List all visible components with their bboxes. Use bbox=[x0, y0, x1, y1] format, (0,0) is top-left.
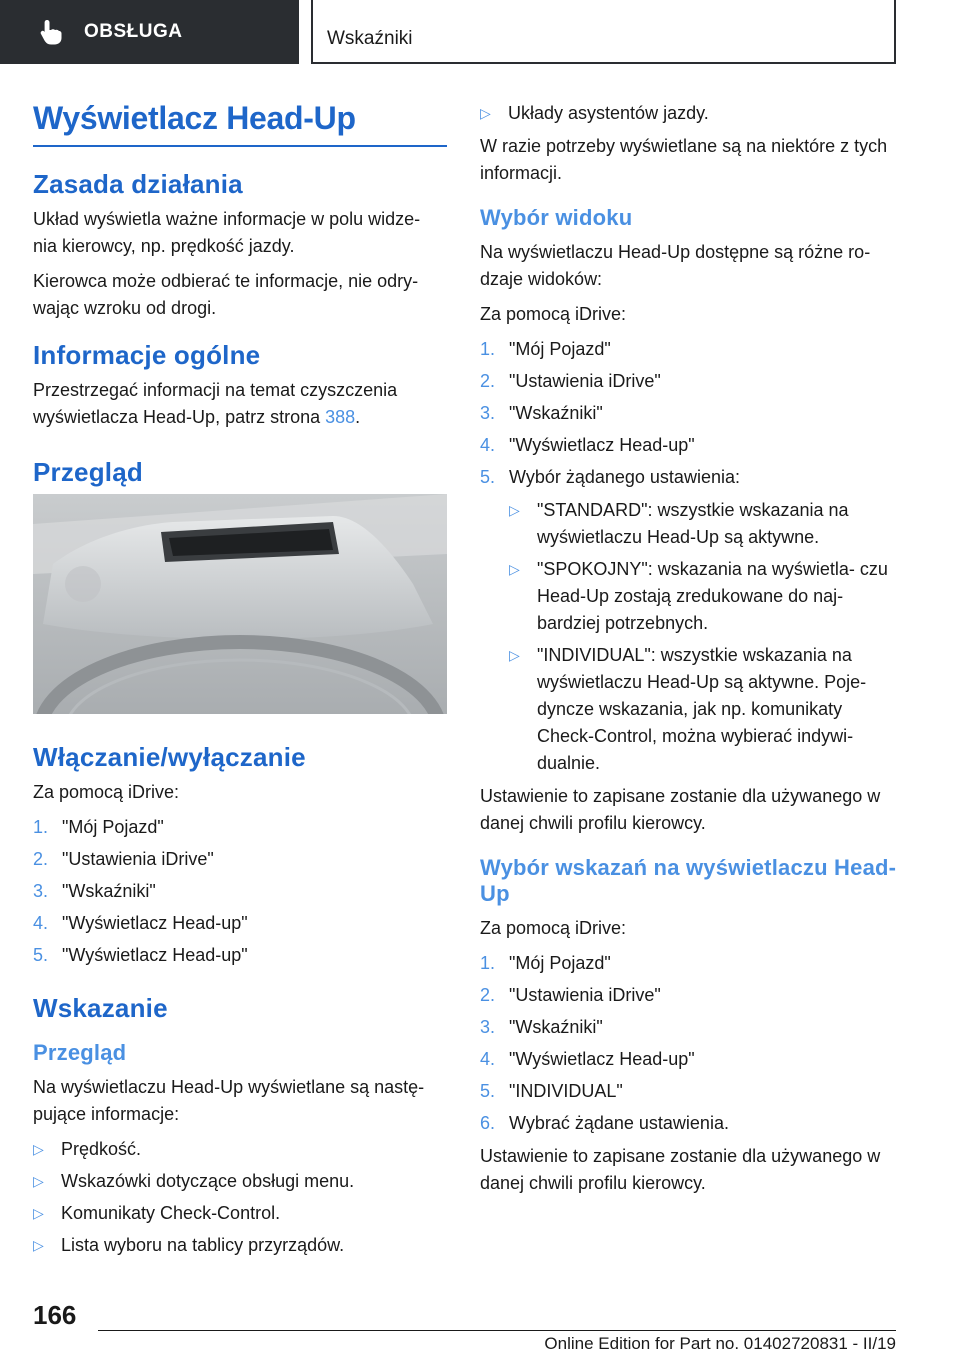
list-item: 3. "Wskaźniki" bbox=[480, 1017, 603, 1037]
triangle-right-icon: ▷ bbox=[33, 1141, 44, 1157]
list-item: ▷ Lista wyboru na tablicy przyrządów. bbox=[33, 1232, 447, 1259]
list-item: 5. Wybór żądanego ustawienia: bbox=[480, 467, 740, 487]
wskazan-intro: Za pomocą iDrive: bbox=[480, 918, 627, 938]
page-title: Wyświetlacz Head-Up bbox=[33, 100, 447, 147]
footer-edition: Online Edition for Part no. 01402720831 - II/19 bbox=[544, 1334, 896, 1353]
informacje-paragraph bbox=[33, 377, 447, 431]
triangle-right-icon: ▷ bbox=[480, 105, 491, 121]
widok-steps bbox=[480, 336, 900, 491]
list-item: 5. "INDIVIDUAL" bbox=[480, 1081, 623, 1101]
list-item: 2. "Ustawienia iDrive" bbox=[480, 371, 661, 391]
list-item: 2. "Ustawienia iDrive" bbox=[33, 849, 214, 869]
asystent-bullet-list bbox=[480, 100, 900, 127]
wskazanie-bullets bbox=[33, 1136, 447, 1259]
list-item: 1. "Mój Pojazd" bbox=[480, 953, 611, 973]
widok-intro: Na wyświetlaczu Head-Up dostępne są różne ro- dzaje widoków: bbox=[480, 242, 871, 289]
list-item: ▷ Komunikaty Check-Control. bbox=[33, 1200, 447, 1227]
heading-wskazanie-przeglad: Przegląd bbox=[33, 1040, 127, 1065]
page-reference-link[interactable]: 388 bbox=[325, 407, 356, 427]
list-item: 3. "Wskaźniki" bbox=[33, 881, 156, 901]
triangle-right-icon: ▷ bbox=[509, 647, 520, 663]
heading-wlaczanie: Włączanie/wyłączanie bbox=[33, 742, 306, 772]
list-item: 6. Wybrać żądane ustawienia. bbox=[480, 1113, 729, 1133]
widok-intro-2: Za pomocą iDrive: bbox=[480, 304, 627, 324]
list-item: 3. "Wskaźniki" bbox=[480, 403, 603, 423]
zasada-paragraph-2: Kierowca może odbierać te informacje, nie odry- wając wzroku od drogi. bbox=[33, 271, 419, 318]
list-item: 2. "Ustawienia iDrive" bbox=[480, 985, 661, 1005]
zasada-paragraph-1: Układ wyświetla ważne informacje w polu widze- nia kierowcy, np. prędkość jazdy. bbox=[33, 209, 421, 256]
heading-wybor-wskazan: Wybór wskazań na wyświetlaczu Head-Up bbox=[480, 855, 897, 906]
wlaczanie-intro: Za pomocą iDrive: bbox=[33, 782, 180, 802]
list-item: 4. "Wyświetlacz Head-up" bbox=[480, 1049, 695, 1069]
list-item: 5. "Wyświetlacz Head-up" bbox=[33, 945, 248, 965]
informacje-tail: . bbox=[355, 407, 361, 427]
heading-przeglad: Przegląd bbox=[33, 457, 143, 487]
head-up-display-photo bbox=[33, 494, 447, 714]
list-item: 4. "Wyświetlacz Head-up" bbox=[33, 913, 248, 933]
heading-wybor-widoku: Wybór widoku bbox=[480, 205, 633, 230]
list-item: ▷ "SPOKOJNY": wskazania na wyświetla- czu Head-Up zostają zredukowane do naj- bardziej potrzebnych. bbox=[509, 556, 900, 637]
triangle-right-icon: ▷ bbox=[509, 561, 520, 577]
list-item: ▷ Prędkość. bbox=[33, 1136, 447, 1163]
list-item: 1. "Mój Pojazd" bbox=[33, 817, 164, 837]
heading-wskazanie: Wskazanie bbox=[33, 993, 168, 1023]
left-column bbox=[33, 100, 447, 1265]
list-item: ▷ Wskazówki dotyczące obsługi menu. bbox=[33, 1168, 447, 1195]
page-number: 166 bbox=[33, 1300, 77, 1330]
wskazanie-intro: Na wyświetlaczu Head-Up wyświetlane są nastę- pujące informacje: bbox=[33, 1077, 425, 1124]
asystent-paragraph: W razie potrzeby wyświetlane są na niektóre z tych informacji. bbox=[480, 136, 888, 183]
list-item: ▷ "INDIVIDUAL": wszystkie wskazania na wyświetlaczu Head-Up są aktywne. Poje- dyncze wskazania, jak np. komunikaty Check-Control, można wybierać indywi- dualnie. bbox=[509, 642, 900, 777]
list-item: ▷ Układy asystentów jazdy. bbox=[480, 100, 900, 127]
triangle-right-icon: ▷ bbox=[33, 1237, 44, 1253]
triangle-right-icon: ▷ bbox=[33, 1173, 44, 1189]
pointing-hand-icon bbox=[40, 19, 62, 45]
header-chapter-box bbox=[311, 0, 896, 64]
heading-zasada: Zasada działania bbox=[33, 169, 243, 199]
right-column bbox=[480, 100, 900, 1205]
footer-divider bbox=[98, 1330, 896, 1331]
triangle-right-icon: ▷ bbox=[509, 502, 520, 518]
header-section-label: OBSŁUGA bbox=[84, 21, 183, 42]
header-section-tab bbox=[0, 0, 299, 64]
header-chapter-label: Wskaźniki bbox=[327, 28, 413, 49]
wskazan-note: Ustawienie to zapisane zostanie dla używanego w danej chwili profilu kierowcy. bbox=[480, 1146, 881, 1193]
widok-note: Ustawienie to zapisane zostanie dla używanego w danej chwili profilu kierowcy. bbox=[480, 786, 881, 833]
wskazan-steps bbox=[480, 950, 900, 1137]
list-item: 4. "Wyświetlacz Head-up" bbox=[480, 435, 695, 455]
list-item: 1. "Mój Pojazd" bbox=[480, 339, 611, 359]
wlaczanie-steps bbox=[33, 814, 447, 969]
informacje-text: Przestrzegać informacji na temat czyszczenia wyświetlacza Head-Up, patrz strona bbox=[33, 380, 398, 427]
widok-options bbox=[509, 497, 900, 777]
heading-informacje: Informacje ogólne bbox=[33, 340, 261, 370]
list-item: ▷ "STANDARD": wszystkie wskazania na wyświetlaczu Head-Up są aktywne. bbox=[509, 497, 900, 551]
triangle-right-icon: ▷ bbox=[33, 1205, 44, 1221]
